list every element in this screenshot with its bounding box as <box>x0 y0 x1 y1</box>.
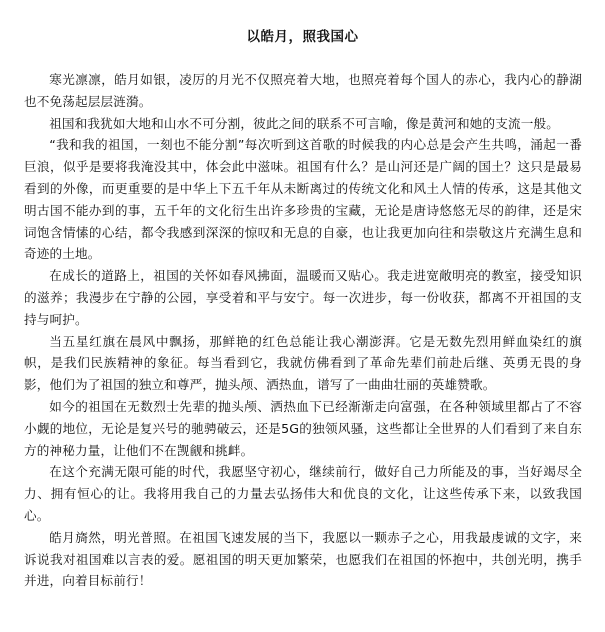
paragraph-1: 寒光凛凛，皓月如银，凌厉的月光不仅照亮着大地，也照亮着每个国人的赤心，我内心的静湖也不免荡起层层涟漪。 <box>24 72 582 109</box>
paragraph-3: “我和我的祖国，一刻也不能分割”每次听到这首歌的时候我的内心总是会产生共鸣，涌起一番巨浪，似乎是要将我淹没其中，体会此中滋味。祖国有什么？是山河还是广阔的国土？这只是最易看到的外像，而更重要的是中华上下五千年从未断离过的传统文化和风土人情的传承，这是其他文明古国不能办到的事，五千年的文化衍生出许多珍贵的宝藏，无论是唐诗悠悠无尽的韵律，还是宋词饱含情愫的心结，都令我感到深深的惊叹和无息的自豪，也让我更加向往和崇敬这片充满生息和奇迹的土地。 <box>24 137 582 262</box>
paragraph-2: 祖国和我犹如大地和山水不可分割，彼此之间的联系不可言喻，像是黄河和她的支流一般。 <box>49 115 559 131</box>
paragraph-6: 如今的祖国在无数烈士先辈的抛头颅、洒热血下已经渐渐走向富强，在各种领域里都占了不容小觑的地位，无论是复兴号的驰骋破云，还是5G的独领风骚，这些都让全世界的人们看到了来自东方的神秘力量，让他们不在觊觎和挑衅。 <box>24 398 582 458</box>
document-body <box>24 69 582 592</box>
paragraph-8: 皓月旖然，明光普照。在祖国飞速发展的当下，我愿以一颗赤子之心，用我最虔诚的文字，来诉说我对祖国难以言表的爱。愿祖国的明天更加繁荣，也愿我们在祖国的怀抱中，共创光明，携手并进，向着目标前行！ <box>24 529 582 589</box>
paragraph-7: 在这个充满无限可能的时代，我愿坚守初心，继续前行，做好自己力所能及的事，当好竭尽全力、拥有恒心的让。我将用我自己的力量去弘扬伟大和优良的文化，让这些传承下来，以致我国心。 <box>24 464 582 523</box>
paragraph-5: 当五星红旗在晨风中飘扬，那鲜艳的红色总能让我心潮澎湃。它是无数先烈用鲜血染红的旗帜，是我们民族精神的象征。每当看到它，我就仿佛看到了革命先辈们前赴后继、英勇无畏的身影，他们为了祖国的独立和尊严，抛头颅、洒热血，谱写了一曲曲壮丽的英雄赞歌。 <box>24 333 582 393</box>
document-title: 以皓月，照我国心 <box>246 29 359 45</box>
paragraph-4: 在成长的道路上，祖国的关怀如春风拂面，温暖而又贴心。我走进宽敞明亮的教室，接受知识的滋养；我漫步在宁静的公园，享受着和平与安宁。每一次进步，每一份收获，都离不开祖国的支持与呵护。 <box>24 268 582 327</box>
